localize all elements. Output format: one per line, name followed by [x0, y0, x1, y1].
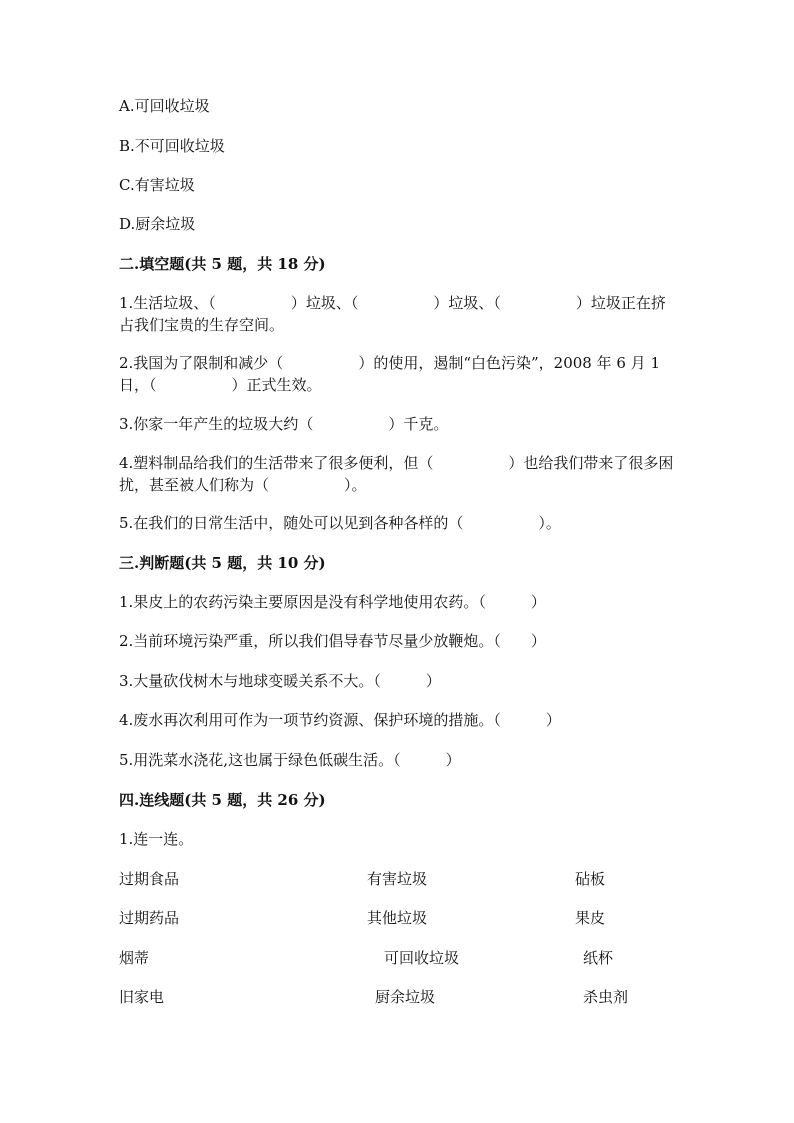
- fill-question-4: 4.塑料制品给我们的生活带来了很多便利，但（ ）也给我们带来了很多困扰，甚至被人们称为（ ）。: [119, 454, 674, 494]
- option-d: D.厨余垃圾: [119, 215, 196, 233]
- judge-question-3: 3.大量砍伐树木与地球变暖关系不大。（ ）: [119, 672, 441, 690]
- match-left-item: 过期食品: [119, 870, 180, 888]
- fill-question-3: 3.你家一年产生的垃圾大约（ ）千克。: [119, 415, 449, 433]
- match-middle-item: 厨余垃圾: [375, 988, 436, 1006]
- option-b: B.不可回收垃圾: [119, 137, 225, 155]
- match-right-item: 杀虫剂: [583, 988, 629, 1006]
- fill-question-1: 1.生活垃圾、（ ）垃圾、（ ）垃圾、（ ）垃圾正在挤占我们宝贵的生存空间。: [119, 294, 666, 334]
- section-4-title: 四.连线题(共 5 题，共 26 分): [119, 791, 326, 809]
- match-right-item: 砧板: [575, 870, 606, 888]
- judge-question-1: 1.果皮上的农药污染主要原因是没有科学地使用农药。（ ）: [119, 593, 546, 611]
- fill-question-5: 5.在我们的日常生活中，随处可以见到各种各样的（ ）。: [119, 514, 561, 532]
- judge-question-5: 5.用洗菜水浇花,这也属于绿色低碳生活。（ ）: [119, 751, 461, 769]
- match-left-item: 旧家电: [119, 988, 165, 1006]
- section-2-title: 二.填空题(共 5 题，共 18 分): [119, 255, 326, 273]
- judge-question-2: 2.当前环境污染严重，所以我们倡导春节尽量少放鞭炮。（ ）: [119, 632, 546, 650]
- section-3-title: 三.判断题(共 5 题，共 10 分): [119, 554, 326, 572]
- option-a: A.可回收垃圾: [119, 97, 210, 115]
- match-left-item: 过期药品: [119, 909, 180, 927]
- fill-question-2: 2.我国为了限制和减少（ ）的使用，遏制“白色污染”，2008 年 6 月 1 日，（ ）正式生效。: [119, 354, 660, 394]
- option-c: C.有害垃圾: [119, 176, 195, 194]
- match-middle-item: 可回收垃圾: [384, 949, 460, 967]
- judge-question-4: 4.废水再次利用可作为一项节约资源、保护环境的措施。（ ）: [119, 711, 561, 729]
- match-question-1: 1.连一连。: [119, 830, 194, 848]
- match-right-item: 纸杯: [583, 949, 614, 967]
- match-left-item: 烟蒂: [119, 949, 150, 967]
- match-right-item: 果皮: [575, 909, 606, 927]
- match-middle-item: 有害垃圾: [367, 870, 428, 888]
- match-middle-item: 其他垃圾: [367, 909, 428, 927]
